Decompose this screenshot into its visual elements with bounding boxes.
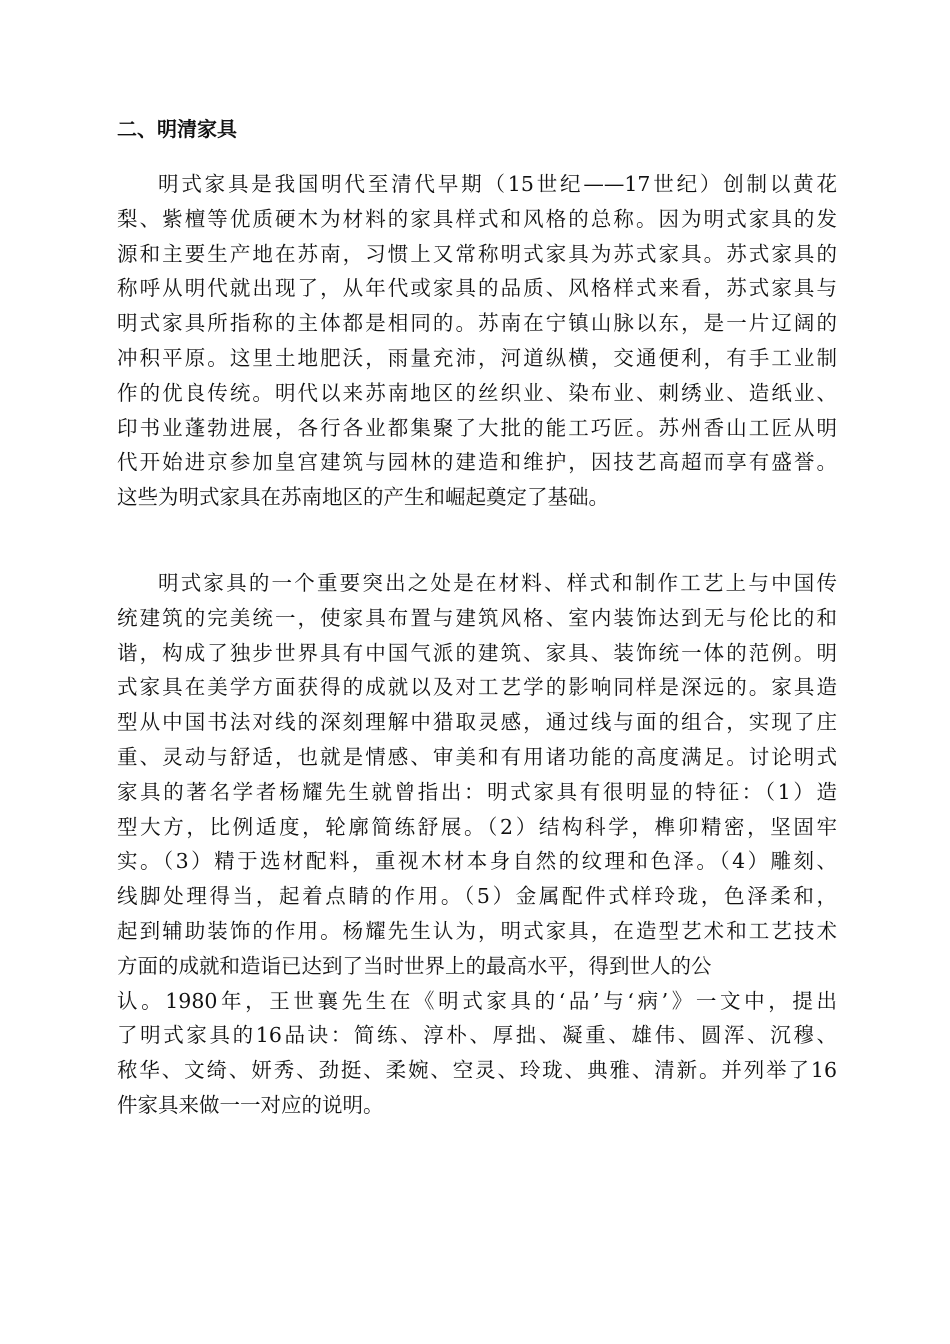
paragraph-line: 这些为明式家具在苏南地区的产生和崛起奠定了基础。	[117, 485, 609, 510]
paragraph-line: 印书业蓬勃进展，各行各业都集聚了大批的能工巧匠。苏州香山工匠从明	[117, 415, 837, 440]
paragraph-line: 代开始进京参加皇宫建筑与园林的建造和维护，因技艺高超而享有盛誉。	[117, 450, 837, 475]
paragraph-line: 梨、紫檀等优质硬木为材料的家具样式和风格的总称。因为明式家具的发	[117, 206, 837, 231]
paragraph-line: 源和主要生产地在苏南，习惯上又常称明式家具为苏式家具。苏式家具的	[117, 241, 837, 266]
paragraph-line: 式家具在美学方面获得的成就以及对工艺学的影响同样是深远的。家具造	[117, 675, 837, 700]
paragraph-line: 明式家具的一个重要突出之处是在材料、样式和制作工艺上与中国传	[158, 571, 837, 595]
paragraph-line: 谐，构成了独步世界具有中国气派的建筑、家具、装饰统一体的范例。明	[117, 640, 837, 665]
paragraph-line: 秾华、文绮、妍秀、劲挺、柔婉、空灵、玲珑、典雅、清新。并列举了16	[117, 1058, 837, 1083]
paragraph-ming-style-origin	[117, 167, 837, 515]
paragraph-line: 型大方，比例适度，轮廓简练舒展。（2）结构科学，榫卯精密，坚固牢	[117, 814, 837, 839]
paragraph-line: 冲积平原。这里土地肥沃，雨量充沛，河道纵横，交通便利，有手工业制	[117, 345, 837, 370]
paragraph-line: 家具的著名学者杨耀先生就曾指出：明式家具有很明显的特征：（1）造	[117, 779, 837, 804]
paragraph-line: 了明式家具的16品诀：简练、淳朴、厚拙、凝重、雄伟、圆浑、沉穆、	[117, 1023, 837, 1048]
paragraph-ming-style-features	[117, 566, 837, 1123]
paragraph-line: 统建筑的完美统一，使家具布置与建筑风格、室内装饰达到无与伦比的和	[117, 605, 837, 630]
paragraph-line: 起到辅助装饰的作用。杨耀先生认为，明式家具，在造型艺术和工艺技术	[117, 918, 837, 943]
paragraph-line: 型从中国书法对线的深刻理解中猎取灵感，通过线与面的组合，实现了庄	[117, 710, 837, 735]
paragraph-line: 重、灵动与舒适，也就是情感、审美和有用诸功能的高度满足。讨论明式	[117, 744, 837, 769]
paragraph-line: 称呼从明代就出现了，从年代或家具的品质、风格样式来看，苏式家具与	[117, 276, 837, 301]
paragraph-line: 明式家具是我国明代至清代早期（15世纪——17世纪）创制以黄花	[158, 172, 837, 196]
paragraph-line: 作的优良传统。明代以来苏南地区的丝织业、染布业、刺绣业、造纸业、	[117, 380, 837, 405]
paragraph-line: 件家具来做一一对应的说明。	[117, 1092, 384, 1117]
paragraph-line: 方面的成就和造诣已达到了当时世界上的最高水平，得到世人的公	[117, 953, 712, 978]
paragraph-line: 明式家具所指称的主体都是相同的。苏南在宁镇山脉以东，是一片辽阔的	[117, 311, 837, 336]
paragraph-line: 线脚处理得当，起着点睛的作用。（5）金属配件式样玲珑，色泽柔和，	[117, 884, 837, 909]
paragraph-line: 实。（3）精于选材配料，重视木材本身自然的纹理和色泽。（4）雕刻、	[117, 849, 837, 874]
section-heading: 二、明清家具	[117, 117, 237, 141]
paragraph-line: 认。1980年，王世襄先生在《明式家具的‘品’与‘病’》一文中，提出	[117, 988, 837, 1013]
